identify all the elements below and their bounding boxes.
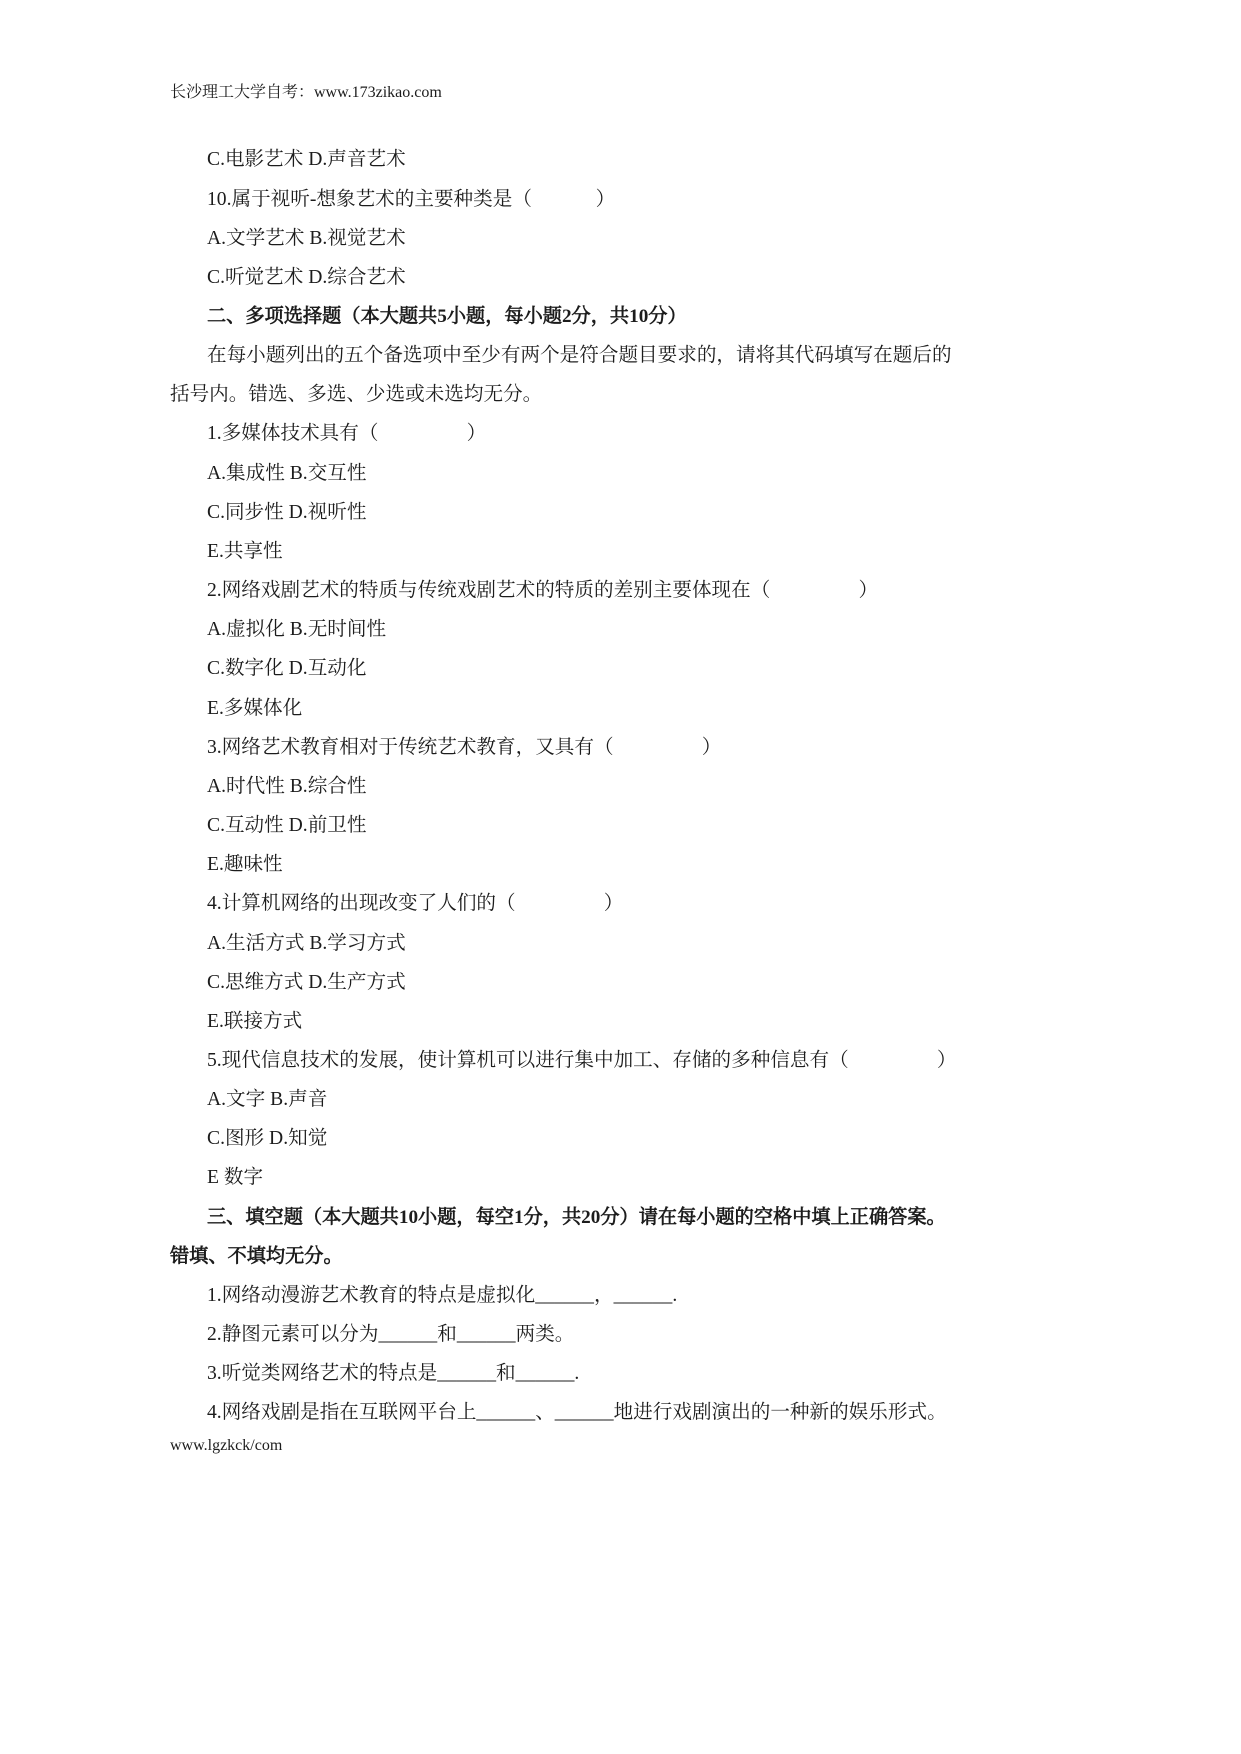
option-line: C.互动性 D.前卫性 bbox=[207, 815, 367, 837]
question-stem: 10.属于视听-想象艺术的主要种类是（ ） bbox=[207, 188, 616, 210]
single-choice-question-block bbox=[170, 180, 1070, 297]
page-header-text: 长沙理工大学自考：www.173zikao.com bbox=[170, 84, 442, 101]
question-stem: 1.多媒体技术具有（ ） bbox=[207, 423, 487, 445]
multiple-choice-question-block bbox=[170, 1041, 1070, 1198]
option-line: E.趣味性 bbox=[207, 854, 283, 876]
option-line: C.思维方式 D.生产方式 bbox=[207, 971, 406, 993]
section-heading: 三、填空题（本大题共10小题，每空1分，共20分）请在每小题的空格中填上正确答案。 bbox=[207, 1206, 946, 1228]
question-stem: 4.计算机网络的出现改变了人们的（ ） bbox=[207, 893, 624, 915]
option-line: E.联接方式 bbox=[207, 1010, 303, 1032]
option-line: C.电影艺术 D.声音艺术 bbox=[207, 149, 406, 171]
page-content bbox=[170, 140, 1070, 1432]
section-heading: 二、多项选择题（本大题共5小题，每小题2分，共10分） bbox=[207, 306, 687, 328]
fill-in-question: 1.网络动漫游艺术教育的特点是虚拟化______，______. bbox=[207, 1284, 678, 1306]
section-2 bbox=[170, 297, 1070, 1198]
multiple-choice-question-block bbox=[170, 884, 1070, 1041]
question-stem: 5.现代信息技术的发展，使计算机可以进行集中加工、存储的多种信息有（ ） bbox=[207, 1049, 957, 1071]
instructions-line: 括号内。错选、多选、少选或未选均无分。 bbox=[170, 384, 543, 406]
multiple-choice-question-block bbox=[170, 728, 1070, 885]
question-stem: 2.网络戏剧艺术的特质与传统戏剧艺术的特质的差别主要体现在（ ） bbox=[207, 580, 879, 602]
fill-in-question: 4.网络戏剧是指在互联网平台上______、______地进行戏剧演出的一种新的娱乐形式。 bbox=[207, 1402, 947, 1424]
multiple-choice-question-block bbox=[170, 571, 1070, 728]
multiple-choice-question-block bbox=[170, 414, 1070, 571]
option-line: A.文字 B.声音 bbox=[207, 1089, 328, 1111]
option-line: E.多媒体化 bbox=[207, 697, 303, 719]
question-stem: 3.网络艺术教育相对于传统艺术教育，又具有（ ） bbox=[207, 736, 722, 758]
option-line: A.生活方式 B.学习方式 bbox=[207, 932, 406, 954]
option-line: A.文学艺术 B.视觉艺术 bbox=[207, 227, 406, 249]
option-line: C.同步性 D.视听性 bbox=[207, 501, 367, 523]
section-heading-continued: 错填、不填均无分。 bbox=[170, 1245, 343, 1267]
section-3 bbox=[170, 1198, 1070, 1433]
option-line: E 数字 bbox=[207, 1167, 264, 1189]
instructions-line: 在每小题列出的五个备选项中至少有两个是符合题目要求的，请将其代码填写在题后的 bbox=[207, 345, 952, 367]
option-line: A.时代性 B.综合性 bbox=[207, 775, 367, 797]
option-line: C.数字化 D.互动化 bbox=[207, 658, 367, 680]
fill-in-question: 2.静图元素可以分为______和______两类。 bbox=[207, 1324, 575, 1346]
carryover-block bbox=[170, 140, 1070, 179]
option-line: C.听觉艺术 D.综合艺术 bbox=[207, 266, 406, 288]
option-line: C.图形 D.知觉 bbox=[207, 1128, 328, 1150]
option-line: A.集成性 B.交互性 bbox=[207, 462, 367, 484]
option-line: A.虚拟化 B.无时间性 bbox=[207, 619, 387, 641]
fill-in-question: 3.听觉类网络艺术的特点是______和______. bbox=[207, 1363, 580, 1385]
option-line: E.共享性 bbox=[207, 540, 283, 562]
page-footer-text: www.lgzkck/com bbox=[170, 1437, 283, 1454]
